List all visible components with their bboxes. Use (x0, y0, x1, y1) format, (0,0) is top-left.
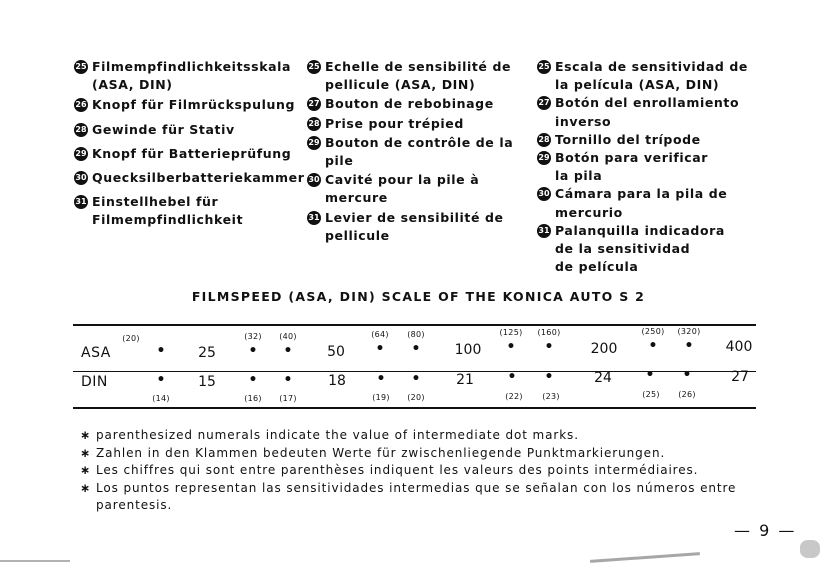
item-text: Cámara para la pila de mercurio (555, 186, 728, 220)
item-text: Gewinde für Stativ (92, 121, 235, 137)
item-text: Botón para verificar la pila (555, 150, 709, 184)
din-value: 24 (594, 370, 612, 386)
list-item (307, 171, 522, 207)
din-intermediate-value: (14) (152, 394, 170, 403)
asa-row-label: ASA (81, 345, 111, 361)
asa-intermediate-value: (160) (537, 328, 561, 337)
item-number-badge: 27 (537, 96, 551, 110)
item-text: Cavité pour la pile à mercure (325, 172, 480, 206)
scan-artifact (590, 552, 700, 563)
list-item (537, 149, 762, 185)
din-dot-mark: • (645, 367, 655, 383)
item-number-badge: 26 (74, 98, 88, 112)
item-number-badge: 31 (537, 224, 551, 238)
footnote-text: Los puntos representan las sensitividades intermedias que se señalan con los números entre parentesis. (96, 480, 737, 512)
item-text: Prise pour trépied (325, 115, 464, 131)
asa-dot-mark: • (544, 339, 554, 355)
item-text: Botón del enrollamiento inverso (555, 95, 740, 129)
item-number-badge: 31 (307, 211, 321, 225)
page-number: — 9 — (734, 521, 797, 540)
asa-value: 50 (327, 344, 345, 360)
item-text: Levier de sensibilité de pellicule (325, 209, 504, 243)
item-number-badge: 25 (537, 60, 551, 74)
din-intermediate-value: (16) (244, 394, 262, 403)
asa-intermediate-value: (20) (122, 334, 140, 343)
item-number-badge: 29 (74, 147, 88, 161)
list-item (74, 169, 305, 187)
din-value: 15 (198, 374, 216, 390)
item-number-badge: 27 (307, 97, 321, 111)
asa-dot-mark: • (684, 338, 694, 354)
din-value: 21 (456, 372, 474, 388)
asa-intermediate-value: (32) (244, 332, 262, 341)
din-dot-mark: • (248, 372, 258, 388)
item-number-badge: 28 (307, 117, 321, 131)
din-value: 18 (328, 373, 346, 389)
list-item (537, 131, 762, 149)
asa-intermediate-value: (40) (279, 332, 297, 341)
item-text: Knopf für Filmrückspulung (92, 97, 296, 113)
list-item (74, 193, 296, 229)
footnote-french (80, 462, 770, 480)
list-item (307, 209, 522, 245)
footnote-text: Zahlen in den Klammen bedeuten Werte für zwischenliegende Punktmarkierungen. (96, 445, 666, 460)
footnote-german (80, 445, 770, 463)
asa-value: 25 (198, 345, 216, 361)
asa-dot-mark: • (283, 343, 293, 359)
asa-intermediate-value: (64) (371, 330, 389, 339)
din-dot-mark: • (411, 371, 421, 387)
item-number-badge: 25 (307, 60, 321, 74)
item-number-badge: 30 (74, 171, 88, 185)
din-intermediate-value: (26) (678, 390, 696, 399)
din-dot-mark: • (156, 372, 166, 388)
list-item (537, 58, 762, 94)
din-value: 27 (731, 369, 749, 385)
item-number-badge: 30 (307, 173, 321, 187)
din-dot-mark: • (283, 372, 293, 388)
list-item (307, 134, 522, 170)
asa-intermediate-value: (80) (407, 330, 425, 339)
footnotes (80, 427, 770, 515)
asterisk-icon: ∗ (80, 463, 91, 477)
filmspeed-table-title: FILMSPEED (ASA, DIN) SCALE OF THE KONICA AUTO S 2 (191, 289, 646, 304)
din-intermediate-value: (23) (542, 392, 560, 401)
item-text: Bouton de contrôle de la pile (325, 134, 514, 169)
table-bottom-rule (73, 407, 756, 409)
french-parts-list (307, 58, 522, 245)
asa-dot-mark: • (506, 339, 516, 355)
item-text: Echelle de sensibilité de pellicule (ASA, DIN) (325, 59, 512, 93)
asa-value: 100 (454, 342, 482, 358)
item-number-badge: 29 (537, 151, 551, 165)
list-item (74, 58, 296, 94)
din-dot-mark: • (507, 369, 517, 385)
din-row-label: DIN (81, 374, 108, 390)
asa-value: 400 (725, 339, 753, 355)
footnote-spanish (80, 480, 770, 515)
item-text: Tornillo del trípode (555, 131, 701, 147)
item-text: Palanquilla indicadora de la sensitividad de película (555, 222, 725, 275)
item-number-badge: 25 (74, 60, 88, 74)
item-number-badge: 30 (537, 187, 551, 201)
list-item (537, 222, 762, 277)
item-text: Bouton de rebobinage (325, 96, 494, 112)
scan-artifact (800, 540, 820, 558)
din-dot-mark: • (682, 367, 692, 383)
asa-dot-mark: • (156, 343, 166, 359)
din-intermediate-value: (20) (407, 393, 425, 402)
table-top-rule (73, 324, 756, 326)
asterisk-icon: ∗ (80, 480, 91, 495)
item-number-badge: 31 (74, 195, 88, 209)
din-dot-mark: • (376, 371, 386, 387)
item-text: Filmempfindlichkeitsskala (ASA, DIN) (92, 59, 292, 93)
list-item (537, 94, 762, 130)
asa-intermediate-value: (125) (499, 328, 523, 337)
spanish-parts-list (537, 58, 762, 276)
list-item (537, 185, 762, 221)
list-item (307, 115, 522, 133)
footnote-english (80, 427, 770, 445)
list-item (74, 121, 296, 139)
din-dot-mark: • (544, 369, 554, 385)
footnote-text: parenthesized numerals indicate the value of intermediate dot marks. (96, 428, 579, 442)
asa-dot-mark: • (248, 343, 258, 359)
item-text: Knopf für Batterieprüfung (92, 145, 292, 161)
footnote-text: Les chiffres qui sont entre parenthèses indiquent les valeurs des points intermédiaires. (96, 463, 699, 477)
item-text: Quecksilberbatteriekammer (92, 170, 305, 186)
din-intermediate-value: (17) (279, 394, 297, 403)
asterisk-icon: ∗ (80, 428, 91, 442)
asa-dot-mark: • (648, 338, 658, 354)
scan-artifact (0, 560, 70, 562)
din-intermediate-value: (19) (372, 393, 390, 402)
asa-intermediate-value: (320) (677, 327, 701, 336)
asa-value: 200 (590, 341, 618, 357)
asterisk-icon: ∗ (80, 445, 91, 460)
din-intermediate-value: (25) (642, 390, 660, 399)
list-item (74, 145, 296, 163)
item-number-badge: 29 (307, 136, 321, 150)
asa-intermediate-value: (250) (641, 327, 665, 336)
item-number-badge: 28 (74, 123, 88, 137)
asa-dot-mark: • (375, 341, 385, 357)
item-number-badge: 28 (537, 133, 551, 147)
list-item (307, 58, 522, 94)
item-text: Einstellhebel für Filmempfindlichkeit (92, 194, 244, 228)
item-text: Escala de sensitividad de la película (ASA, DIN) (555, 59, 749, 93)
list-item (74, 96, 296, 114)
list-item (307, 95, 522, 113)
din-intermediate-value: (22) (505, 392, 523, 401)
asa-dot-mark: • (411, 341, 421, 357)
german-parts-list (74, 58, 305, 230)
